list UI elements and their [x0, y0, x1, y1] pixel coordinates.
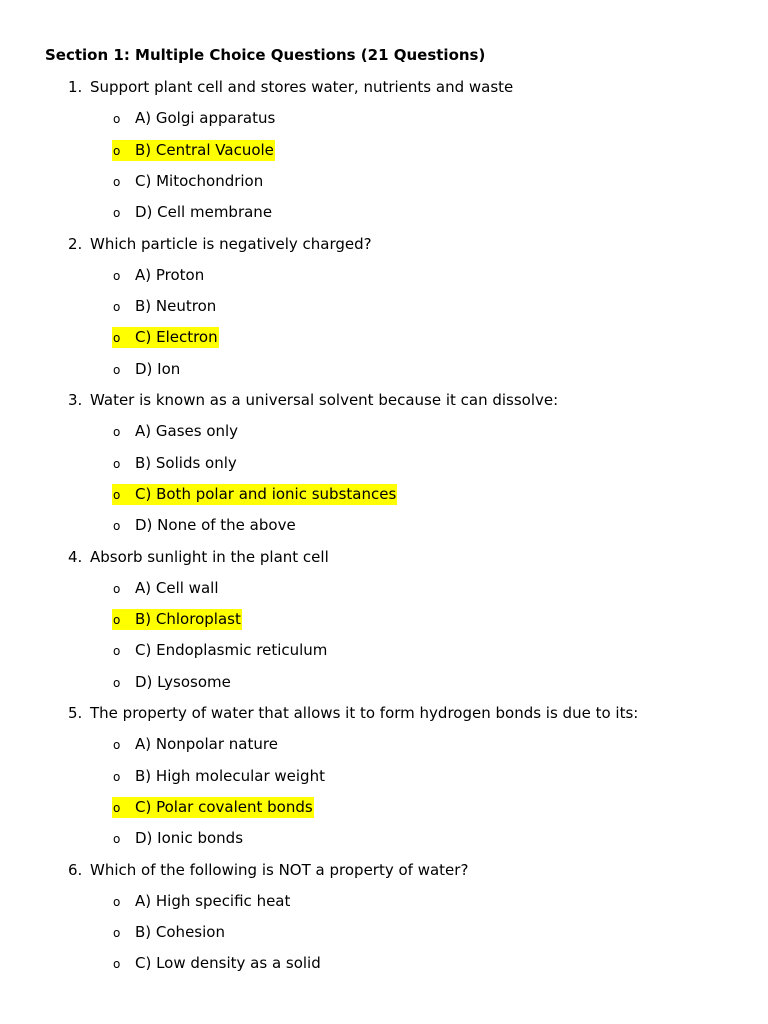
answer-option [112, 922, 225, 943]
bullet-icon: o [113, 644, 121, 659]
bullet-icon: o [113, 268, 121, 283]
answer-option [112, 296, 216, 317]
bullet-icon: o [113, 425, 121, 440]
answer-option-text: A) Gases only [135, 422, 239, 441]
bullet-icon: o [113, 456, 121, 471]
answer-option-text: C) Endoplasmic reticulum [135, 641, 328, 660]
question-number: 6. [68, 860, 83, 879]
answer-option-text: B) Central Vacuole [135, 140, 274, 159]
answer-option-text: D) Ion [135, 359, 181, 378]
bullet-icon: o [113, 894, 121, 909]
bullet-icon: o [113, 675, 121, 690]
answer-option [112, 953, 321, 974]
question-3 [68, 390, 558, 410]
question-number: 5. [68, 704, 83, 722]
answer-option [112, 453, 237, 474]
answer-option-text: C) Low density as a solid [135, 954, 321, 973]
bullet-icon: o [113, 926, 121, 941]
answer-option-text: B) Neutron [135, 297, 217, 316]
answer-option-text: B) High molecular weight [135, 766, 325, 785]
bullet-icon: o [113, 738, 121, 753]
answer-option [112, 797, 314, 818]
answer-option-text: A) Golgi apparatus [135, 109, 276, 128]
bullet-icon: o [113, 832, 121, 847]
answer-option-text: B) Cohesion [135, 923, 225, 942]
answer-option-text: D) None of the above [135, 516, 296, 535]
question-number: 1. [68, 78, 83, 96]
answer-option [112, 140, 275, 161]
bullet-icon: o [113, 800, 121, 815]
answer-option [112, 640, 327, 661]
answer-option-text: C) Both polar and ionic substances [135, 484, 397, 503]
answer-option-text: A) High specific heat [135, 891, 291, 910]
bullet-icon: o [113, 206, 121, 221]
question-2 [68, 234, 372, 254]
bullet-icon: o [113, 487, 121, 502]
answer-option-text: B) Chloroplast [135, 610, 241, 629]
question-text: Which of the following is NOT a property of water? [90, 860, 469, 879]
answer-option [112, 515, 296, 536]
answer-option [112, 265, 204, 286]
answer-option-text: C) Electron [135, 328, 218, 347]
bullet-icon: o [113, 957, 121, 972]
section-title: Section 1: Multiple Choice Questions (21 Questions) [45, 46, 486, 64]
answer-option-text: D) Cell membrane [135, 203, 273, 222]
answer-option [112, 108, 275, 129]
answer-option-text: A) Proton [135, 265, 205, 284]
answer-option-text: C) Polar covalent bonds [135, 797, 313, 816]
answer-option-text: A) Nonpolar nature [135, 735, 278, 754]
question-text: Absorb sunlight in the plant cell [90, 547, 329, 566]
bullet-icon: o [113, 519, 121, 534]
bullet-icon: o [113, 174, 121, 189]
answer-option [112, 327, 219, 348]
answer-option [112, 171, 263, 192]
answer-option [112, 484, 397, 505]
question-number: 4. [68, 547, 83, 566]
bullet-icon: o [113, 300, 121, 315]
bullet-icon: o [113, 331, 121, 346]
question-4 [68, 547, 329, 567]
answer-option-text: D) Ionic bonds [135, 829, 244, 848]
answer-option [112, 359, 180, 380]
bullet-icon: o [113, 362, 121, 377]
question-text: The property of water that allows it to form hydrogen bonds is due to its: [90, 704, 639, 722]
answer-option [112, 609, 242, 630]
bullet-icon: o [113, 613, 121, 628]
answer-option [112, 734, 278, 755]
answer-option-text: A) Cell wall [135, 578, 219, 597]
answer-option-text: B) Solids only [135, 453, 237, 472]
bullet-icon: o [113, 112, 121, 127]
question-1 [68, 77, 513, 97]
bullet-icon: o [113, 769, 121, 784]
answer-option-text: C) Mitochondrion [135, 171, 264, 190]
question-5 [68, 703, 638, 723]
question-number: 3. [68, 391, 83, 409]
question-6 [68, 860, 468, 880]
answer-option [112, 421, 238, 442]
question-text: Water is known as a universal solvent because it can dissolve: [90, 391, 559, 409]
question-text: Support plant cell and stores water, nutrients and waste [90, 78, 514, 96]
answer-option-text: D) Lysosome [135, 672, 231, 691]
question-number: 2. [68, 234, 83, 253]
bullet-icon: o [113, 143, 121, 158]
answer-option [112, 578, 218, 599]
answer-option [112, 891, 290, 912]
answer-option [112, 672, 231, 693]
answer-option [112, 202, 272, 223]
answer-option [112, 766, 325, 787]
bullet-icon: o [113, 581, 121, 596]
answer-option [112, 828, 243, 849]
question-text: Which particle is negatively charged? [90, 234, 372, 253]
